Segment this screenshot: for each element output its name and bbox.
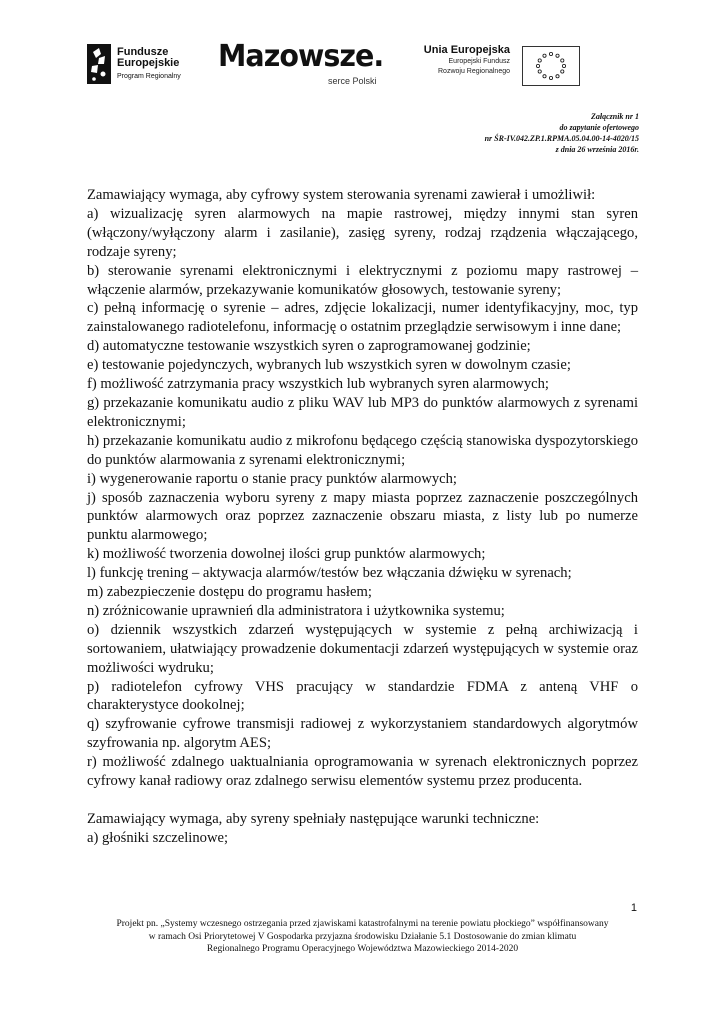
requirement-item-c: c) pełną informację o syrenie – adres, zdjęcie lokalizacji, numer identyfikacyjny, moc, typ zainstalowanego radiotelefonu, informację o ostatnim przeglądzie serwisowym i inne dane; (87, 300, 638, 336)
unia-europejska-text (418, 44, 510, 77)
technical-intro-paragraph: Zamawiający wymaga, aby syreny spełniały następujące warunki techniczne: (87, 810, 540, 827)
mazowsze-logo (218, 40, 388, 90)
ue-line2: Rozwoju Regionalnego (438, 68, 510, 75)
page-footer (87, 918, 638, 956)
footer-line3: Regionalnego Programu Operacyjnego Województwa Mazowieckiego 2014-2020 (206, 944, 519, 955)
annex-reference (485, 111, 639, 155)
fundusze-line1: Fundusze (117, 46, 169, 58)
page-header (0, 0, 725, 100)
requirement-item-l: l) funkcję trening – aktywacja alarmów/testów bez włączania dźwięku w syrenach; (87, 565, 572, 582)
requirement-item-b: b) sterowanie syrenami elektronicznymi i elektrycznymi z poziomu mapy rastrowej – włączenie alarmów, przekazywanie komunikatów głosowych, testowanie syreny; (87, 262, 638, 298)
requirement-item-k: k) możliwość tworzenia dowolnej ilości grup punktów alarmowych; (87, 546, 486, 563)
fundusze-europejskie-mark-icon (87, 44, 111, 84)
requirement-item-e: e) testowanie pojedynczych, wybranych lub wszystkich syren w dowolnym czasie; (87, 357, 571, 374)
requirement-item-q: q) szyfrowanie cyfrowe transmisji radiowej z wykorzystaniem standardowych algorytmów szyfrowania np. algorytm AES; (87, 716, 638, 752)
technical-item-a: a) głośniki szczelinowe; (87, 829, 229, 846)
requirement-item-m: m) zabezpieczenie dostępu do programu hasłem; (87, 584, 372, 601)
unia-europejska-logo (418, 44, 568, 90)
requirement-item-n: n) zróżnicowanie uprawnień dla administratora i użytkownika systemu; (87, 602, 505, 619)
mazowsze-tagline: serce Polski (328, 76, 377, 86)
annex-line1: Załącznik nr 1 (590, 112, 639, 121)
annex-line3: nr ŚR-IV.042.ZP.1.RPMA.05.04.00-14-4020/15 (484, 134, 639, 143)
fundusze-europejskie-text (117, 47, 181, 82)
fundusze-sub: Program Regionalny (117, 73, 181, 80)
intro-paragraph: Zamawiający wymaga, aby cyfrowy system sterowania syrenami zawierał i umożliwił: (87, 187, 596, 203)
page-number: 1 (630, 902, 637, 914)
annex-line4: z dnia 26 września 2016r. (555, 145, 639, 154)
requirement-item-r: r) możliwość zdalnego uaktualniania oprogramowania w syrenach elektronicznych poprzez cyfrowy kanał radiowy oraz zdalnego serwisu elementów systemu przez producenta. (87, 754, 638, 790)
mazowsze-wordmark: Mazowsze. (218, 39, 384, 74)
ue-line1: Europejski Fundusz (448, 58, 510, 65)
requirement-item-o: o) dziennik wszystkich zdarzeń występujących w systemie z pełną archiwizacją i sortowaniem, ułatwiający prowadzenie dokumentacji zdarzeń występujących w systemie oraz możliwości wydruku; (87, 621, 638, 676)
requirement-item-d: d) automatyczne testowanie wszystkich syren o zaprogramowanej godzinie; (87, 338, 531, 355)
ue-title: Unia Europejska (423, 44, 510, 56)
footer-line1: Projekt pn. „Systemy wczesnego ostrzegania przed zjawiskami katastrofalnymi na terenie powiatu płockiego” współfinansowany (116, 919, 609, 929)
requirement-item-f: f) możliwość zatrzymania pracy wszystkich lub wybranych syren alarmowych; (87, 376, 549, 393)
requirement-item-p: p) radiotelefon cyfrowy VHS pracujący w standardzie FDMA z anteną VHF o charakterystyce dookolnej; (87, 678, 638, 714)
footer-line2: w ramach Osi Priorytetowej V Gospodarka przyjazna środowisku Działanie 5.1 Dostosowanie do zmian klimatu (148, 931, 577, 942)
requirement-item-j: j) sposób zaznaczenia wyboru syreny z mapy miasta poprzez zaznaczenie poszczególnych punktów alarmowych oraz poprzez zaznaczenie obszaru miasta, z listy lub po numerze punktu alarmowego; (87, 489, 638, 544)
requirement-item-h: h) przekazanie komunikatu audio z mikrofonu będącego częścią stanowiska dyspozytorskiego do punktów alarmowania z syrenami elektronicznymi; (87, 432, 638, 468)
annex-line2: do zapytanie ofertowego (559, 123, 639, 132)
requirement-item-i: i) wygenerowanie raportu o stanie pracy punktów alarmowych; (87, 470, 457, 487)
requirement-item-a: a) wizualizację syren alarmowych na mapie rastrowej, między innymi stan syren (włączony/wyłączony alarm i zasilanie), zasięg syreny, rodzaj rządzenia włączającego, rodzaje syreny; (87, 205, 638, 260)
fundusze-line2: Europejskie (117, 57, 180, 69)
eu-flag-icon (522, 46, 580, 86)
document-body (87, 186, 638, 848)
fundusze-europejskie-logo (87, 44, 197, 88)
requirement-item-g: g) przekazanie komunikatu audio z pliku WAV lub MP3 do punktów alarmowych z syrenami elektronicznymi; (87, 394, 638, 430)
